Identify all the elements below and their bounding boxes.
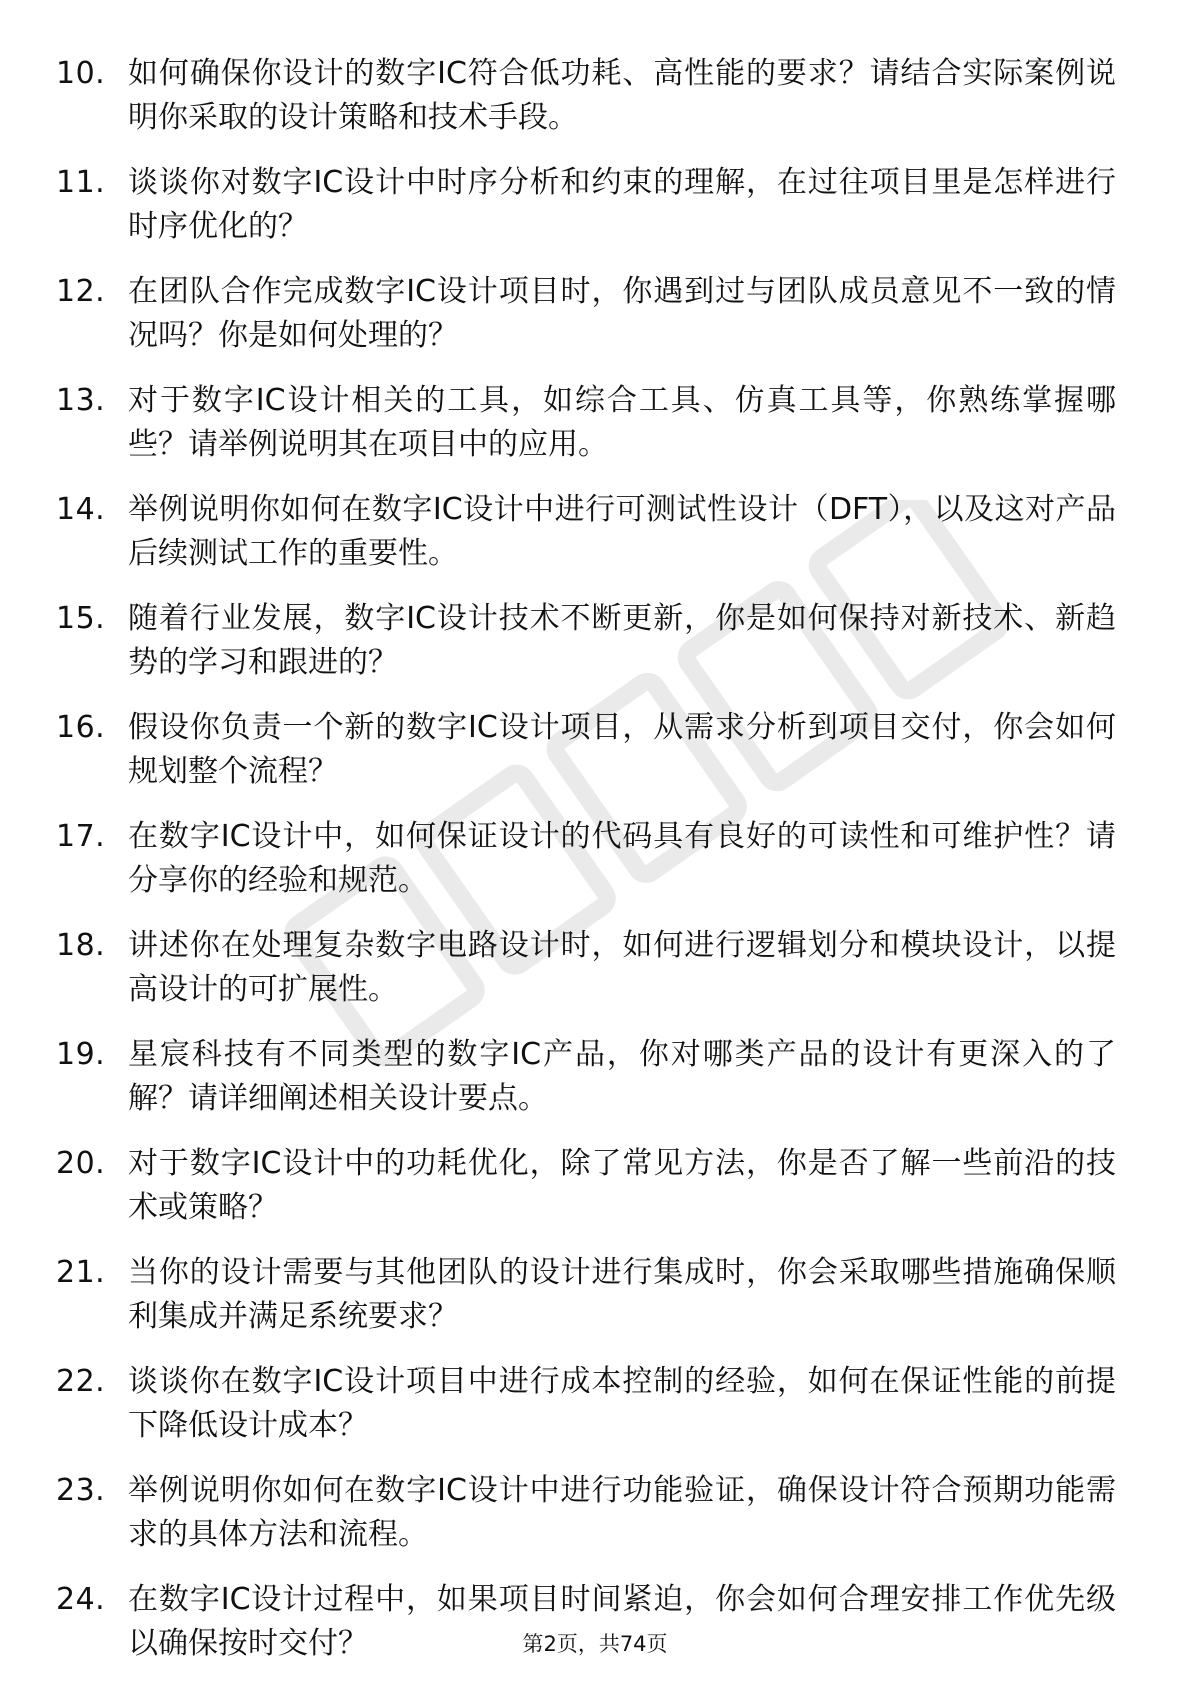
question-text: 当你的设计需要与其他团队的设计进行集成时，你会采取哪些措施确保顺利集成并满足系统要求？ bbox=[128, 1255, 1116, 1334]
question-text: 在团队合作完成数字IC设计项目时，你遇到过与团队成员意见不一致的情况吗？你是如何处理的？ bbox=[128, 274, 1116, 353]
list-item bbox=[56, 1469, 1116, 1557]
question-number: 16. bbox=[56, 710, 106, 745]
question-number: 21. bbox=[56, 1255, 106, 1290]
question-text: 举例说明你如何在数字IC设计中进行功能验证，确保设计符合预期功能需求的具体方法和流程。 bbox=[128, 1473, 1116, 1552]
list-item bbox=[56, 161, 1116, 249]
list-item bbox=[56, 706, 1116, 794]
question-text: 在数字IC设计中，如何保证设计的代码具有良好的可读性和可维护性？请分享你的经验和规范。 bbox=[128, 819, 1116, 898]
question-text: 星宸科技有不同类型的数字IC产品，你对哪类产品的设计有更深入的了解？请详细阐述相关设计要点。 bbox=[128, 1037, 1116, 1116]
question-number: 13. bbox=[56, 383, 106, 418]
question-text: 讲述你在处理复杂数字电路设计时，如何进行逻辑划分和模块设计，以提高设计的可扩展性。 bbox=[128, 928, 1116, 1007]
question-number: 10. bbox=[56, 56, 106, 91]
question-text: 在数字IC设计过程中，如果项目时间紧迫，你会如何合理安排工作优先级以确保按时交付？ bbox=[128, 1582, 1116, 1661]
question-text: 对于数字IC设计中的功耗优化，除了常见方法，你是否了解一些前沿的技术或策略？ bbox=[128, 1146, 1116, 1225]
list-item bbox=[56, 1360, 1116, 1448]
list-item bbox=[56, 597, 1116, 685]
list-item bbox=[56, 379, 1116, 467]
question-text: 假设你负责一个新的数字IC设计项目，从需求分析到项目交付，你会如何规划整个流程？ bbox=[128, 710, 1116, 789]
list-item bbox=[56, 488, 1116, 576]
list-item bbox=[56, 815, 1116, 903]
page-footer: 第2页，共74页 bbox=[522, 1632, 668, 1656]
question-text: 谈谈你在数字IC设计项目中进行成本控制的经验，如何在保证性能的前提下降低设计成本？ bbox=[128, 1364, 1116, 1443]
list-item bbox=[56, 270, 1116, 358]
question-number: 11. bbox=[56, 165, 106, 200]
question-number: 18. bbox=[56, 928, 106, 963]
question-text: 随着行业发展，数字IC设计技术不断更新，你是如何保持对新技术、新趋势的学习和跟进的？ bbox=[128, 601, 1116, 680]
question-number: 22. bbox=[56, 1364, 106, 1399]
question-number: 23. bbox=[56, 1473, 106, 1508]
question-number: 17. bbox=[56, 819, 106, 854]
list-item bbox=[56, 1251, 1116, 1339]
list-item bbox=[56, 1142, 1116, 1230]
question-list bbox=[56, 52, 1116, 1687]
question-number: 14. bbox=[56, 492, 106, 527]
question-number: 19. bbox=[56, 1037, 106, 1072]
question-number: 24. bbox=[56, 1582, 106, 1617]
list-item bbox=[56, 52, 1116, 140]
question-text: 举例说明你如何在数字IC设计中进行可测试性设计（DFT），以及这对产品后续测试工作的重要性。 bbox=[128, 492, 1116, 571]
list-item bbox=[56, 924, 1116, 1012]
question-number: 15. bbox=[56, 601, 106, 636]
question-number: 12. bbox=[56, 274, 106, 309]
question-number: 20. bbox=[56, 1146, 106, 1181]
question-text: 谈谈你对数字IC设计中时序分析和约束的理解，在过往项目里是怎样进行时序优化的？ bbox=[128, 165, 1116, 244]
list-item bbox=[56, 1033, 1116, 1121]
question-text: 如何确保你设计的数字IC符合低功耗、高性能的要求？请结合实际案例说明你采取的设计策略和技术手段。 bbox=[128, 56, 1116, 135]
question-text: 对于数字IC设计相关的工具，如综合工具、仿真工具等，你熟练掌握哪些？请举例说明其在项目中的应用。 bbox=[128, 383, 1116, 462]
